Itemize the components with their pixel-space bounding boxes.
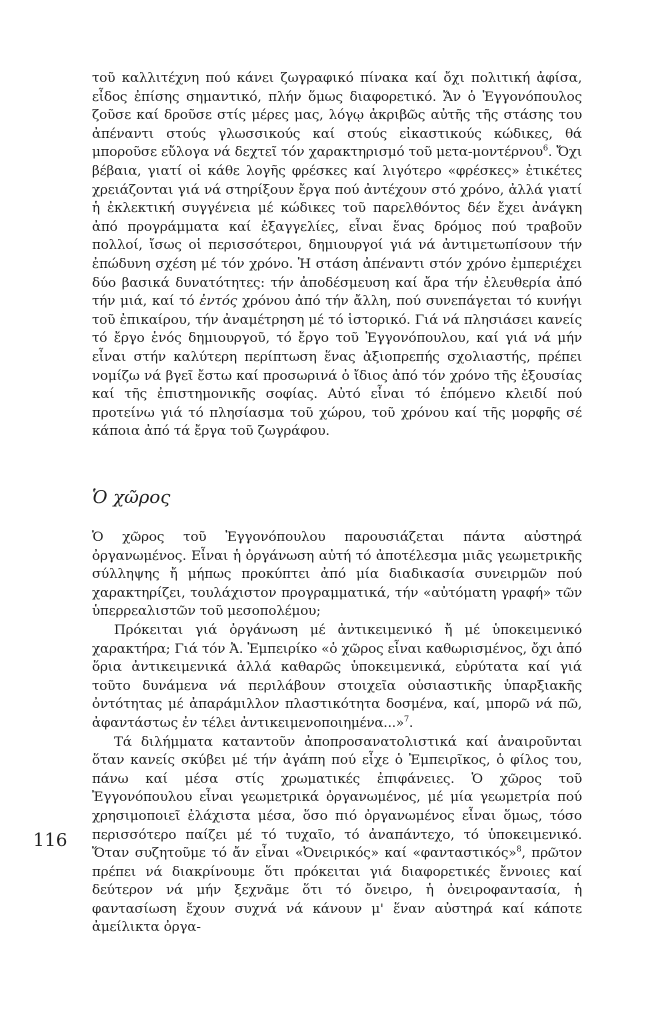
section-heading: Ὁ χῶρος [92, 487, 171, 508]
footnote-marker: 6 [542, 143, 548, 153]
footnote-marker: 7 [404, 714, 409, 724]
paragraph-continuation: τοῦ καλλιτέχνη πού κάνει ζωγραφικό πίνακα καί ὄχι πολιτική ἀφίσα, εἶδος ἐπίσης σημαντικό, πλήν ὅμως διαφορετικό. Ἄν ὁ Ἐγγονόπουλος ζοῦσε καί δροῦσε στίς μέρες μας, λόγῳ ἀκριβῶς αὐτῆς τῆς στάσης του ἀπέναντι στούς γλωσσικούς καί στούς εἰκαστικούς κώδικες, θά μποροῦσε εὔλογα νά δεχτεῖ τόν χαρακτηρισμό τοῦ μετα-μοντέρνου$^6$. Ὄχι βέβαια, γιατί οἱ κάθε λογῆς φρέσκες καί λιγότερο «φρέσκες» ἐτικέτες χρειάζονται γιά νά στηρίξουν ἔργα πού ἀντέχουν στό χρόνο, ἀλλά γιατί ἡ ἐκλεκτική συγγένεια μέ κώδικες τοῦ παρελθόντος δέν ἔχει ἀνάγκη ἀπό προγράμματα καί ἐξαγγελίες, εἶναι ἕνας δρόμος πού τραβοῦν πολλοί, ἴσως οἱ περισσότεροι, δημιουργοί γιά νά ἀντιμετωπίσουν τήν ἐπώδυνη σχέση μέ τόν χρόνο. Ἡ στάση ἀπέναντι στόν χρόνο ἐμπεριέχει δύο βασικά δυνατότητες: τήν ἀποδέσμευση καί ἄρα τήν ἐλευθερία ἀπό τήν μιά, καί τό ἐντός χρόνου ἀπό τήν ἄλλη, πού συνεπάγεται τό κυνήγι τοῦ ἐπικαίρου, τήν ἀναμέτρηση μέ τό ἱστορικό. Γιά νά πλησιάσει κανείς τό ἔργο ἑνός δημιουργοῦ, τό ἔργο τοῦ Ἐγγονόπουλου, καί γιά νά μήν εἶναι στήν καλύτερη περίπτωση ἕνας ἀξιοπρεπής σχολιαστής, πρέπει νομίζω νά βγεῖ ἔστω καί προσωρινά ὁ ἴδιος ἀπό τόν χρόνο τῆς ἐξουσίας καί τῆς ἐπιστημονικῆς σοφίας. Αὐτό εἶναι τό ἑπόμενο κλειδί πού προτείνω γιά τό πλησίασμα τοῦ χώρου, τοῦ χρόνου καί τῆς μορφῆς σέ κάποια ἀπό τά ἔργα τοῦ ζωγράφου. [92, 71, 582, 440]
text-block-bottom [92, 529, 582, 938]
paragraph: Πρόκειται γιά ὀργάνωση μέ ἀντικειμενικό ἤ μέ ὑποκειμενικό χαρακτήρα; Γιά τόν Ἀ. Ἐμπειρίκο «ὁ χῶρος εἶναι καθωρισμένος, ὄχι ἀπό ὅρια ἀντικειμενικά ἀλλά καθαρῶς ὑποκειμενικά, εὐρύτατα καί γιά τοῦτο δυνάμενα νά περιλάβουν στοιχεῖα οὐσιαστικῆς ὑπαρξιακῆς ὀντότητας μέ ἀπαράμιλλον πλαστικότητα δοσμένα, καί, μπορῶ νά πῶ, ἀφαντάστως ἐν τέλει ἀντικειμενοποιημένα...»$^7$. [92, 622, 582, 731]
footnote-marker: 8 [516, 844, 522, 854]
page-number: 116 [33, 830, 68, 851]
text-block-top [92, 70, 582, 442]
paragraph: Ὁ χῶρος τοῦ Ἐγγονόπουλου παρουσιάζεται πάντα αὐστηρά ὀργανωμένος. Εἶναι ἡ ὀργάνωση αὐτή τό ἀποτέλεσμα μιᾶς γεωμετρικῆς σύλληψης ἤ μήπως προκύπτει ἀπό μία διαδικασία συνειρμῶν πού χαρακτηρίζει, τουλάχιστον προγραμματικά, τήν «αὐτόματη γραφή» τῶν ὑπερρεαλιστῶν τοῦ μεσοπολέμου; [92, 530, 582, 620]
paragraph: Τά διλήμματα καταντοῦν ἀποπροσανατολιστικά καί ἀναιροῦνται ὅταν κανείς σκύβει μέ τήν ἀγάπη πού εἶχε ὁ Ἐμπειρῖκος, ὁ φίλος του, πάνω καί μέσα στίς χρωματικές ἐπιφάνειες. Ὁ χῶρος τοῦ Ἐγγονόπουλου εἶναι γεωμετρικά ὀργανωμένος, μέ μία γεωμετρία πού χρησιμοποιεῖ ἐλάχιστα μέσα, ὅσο πιό ὀργανωμένος εἶναι ὅμως, τόσο περισσότερο παίζει μέ τό τυχαῖο, τό ἀναπάντεχο, τό ὑποκειμενικό. Ὅταν συζητοῦμε τό ἄν εἶναι «Ὀνειρικός» καί «φανταστικός»$^8$, πρῶτον πρέπει νά διακρίνουμε ὅτι πρόκειται γιά διαφορετικές ἔννοιες καί δεύτερον νά μήν ξεχνᾶμε ὅτι τό ὄνειρο, ἡ ὀνειροφαντασία, ἡ φαντασίωση ἔχουν συχνά νά κάνουν μ' ἕναν αὐστηρά καί κάποτε ἀμείλικτα ὀργα- [92, 734, 582, 936]
italic-word: ἐντός [199, 294, 238, 310]
